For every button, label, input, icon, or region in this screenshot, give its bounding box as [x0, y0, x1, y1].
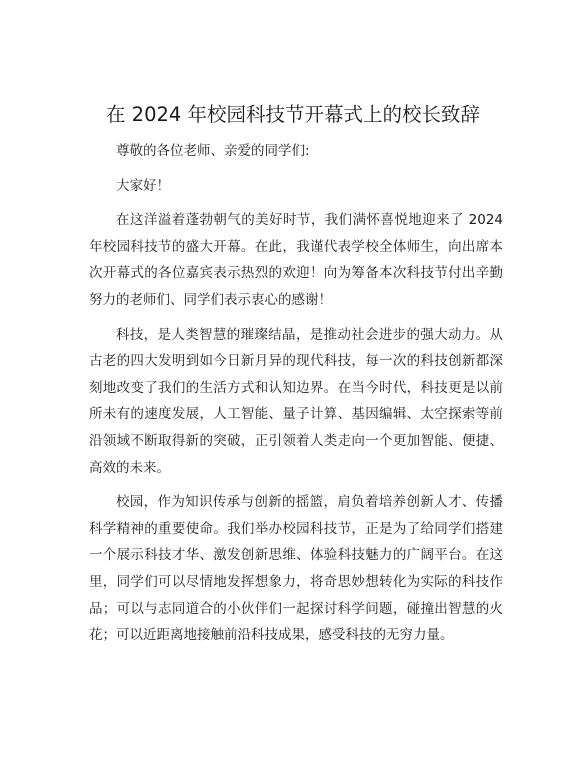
salutation: 尊敬的各位老师、亲爱的同学们: [116, 143, 310, 159]
paragraph-opening: 在这洋溢着蓬勃朝气的美好时节，我们满怀喜悦地迎来了 2024 年校园科技节的盛大开幕。在此，我谨代表学校全体师生，向出席本次开幕式的各位嘉宾表示热烈的欢迎！向为筹备本次科技节付出辛勤努力的老师们、同学们表示衷心的感谢！ [89, 212, 503, 308]
paragraph-technology: 科技，是人类智慧的璀璨结晶，是推动社会进步的强大动力。从古老的四大发明到如今日新月异的现代科技，每一次的科技创新都深刻地改变了我们的生活方式和认知边界。在当今时代，科技更是以前所未有的速度发展，人工智能、量子计算、基因编辑、太空探索等前沿领域不断取得新的突破，正引领着人类走向一个更加智能、便捷、高效的未来。 [89, 326, 503, 476]
greeting: 大家好！ [116, 177, 170, 194]
document-body [89, 138, 503, 657]
document-title: 在 2024 年校园科技节开幕式上的校长致辞 [105, 103, 481, 126]
paragraph-campus: 校园，作为知识传承与创新的摇篮，肩负着培养创新人才、传播科学精神的重要使命。我们举办校园科技节，正是为了给同学们搭建一个展示科技才华、激发创新思维、体验科技魅力的广阔平台。在这里，同学们可以尽情地发挥想象力，将奇思妙想转化为实际的科技作品；可以与志同道合的小伙伴们一起探讨科学问题，碰撞出智慧的火花；可以近距离地接触前沿科技成果，感受科技的无穷力量。 [89, 494, 503, 644]
